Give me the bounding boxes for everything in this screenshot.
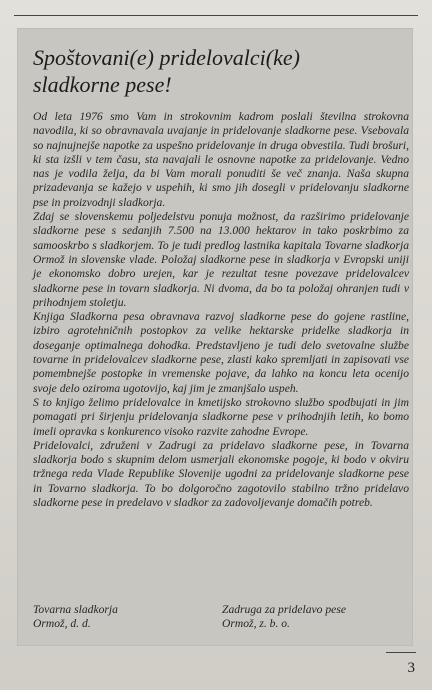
heading-line-2: sladkorne pese!	[33, 72, 172, 97]
paragraph: Pridelovalci, združeni v Zadrugi za pridelavo sladkorne pese, in Tovarna sladkorja bodo s skupnim delom usmerjali ekonomske pogoje, ki bodo v okviru tržnega reda Vlade Republike Slovenije ugodni za pridelovanje sladkorne pese in Tovarno sladkorja. To bo dolgoročno zagotovilo stabilno tržno pridelavo sladkorne pese in predelavo v sladkor za zadovoljevanje domačih potreb.	[33, 438, 409, 510]
signature-left-place: Ormož, d. d.	[33, 617, 91, 631]
signature-right-place: Ormož, z. b. o.	[222, 617, 290, 631]
paragraph: Zdaj se slovenskemu poljedelstvu ponuja možnost, da razširimo pridelovanje sladkorne pese s sedanjih 7.500 na 13.000 hektarov in tako poskrbimo za samooskrbo s sladkorjem. To je tudi predlog lastnika kapitala Tovarne sladkorja Ormož in slovenske vlade. Položaj sladkorne pese in sladkorja v Evropski uniji je ekonomsko dobro urejen, kar je rezultat tesne povezave pridelovalcev sladkorne pese in tovarn sladkorja. Ni dvoma, da bo ta položaj ohranjen tudi v prihodnjem stoletju.	[33, 210, 409, 309]
page-number: 3	[407, 660, 415, 676]
paragraph: S to knjigo želimo pridelovalce in kmetijsko strokovno službo spodbujati in jim pomagati pri širjenju pridelovanja sladkorne pese v prihodnjih letih, ko bomo imeli opravka s konkurenco visoko razvite zahodne Evrope.	[33, 395, 409, 438]
paragraph: Knjiga Sladkorna pesa obravnava razvoj sladkorne pese do gojene rastline, izbiro agrotehničnih postopkov za velike hektarske pridelke sladkorja in doseganje optimalnega dohodka. Predstavljeno je tudi delo svetovalne službe tovarne in pridelovalcev sladkorne pese, zlasti kako spremljati in zapisovati vse pomembnejše postopke in vremenske pojave, da lahko na koncu leta ocenijo svoje delo oziroma ugotovijo, kaj jim je zmanjšalo uspeh.	[33, 310, 409, 395]
letter-heading	[33, 44, 393, 98]
watermark: edisfeo	[359, 34, 412, 50]
signature-left-name: Tovarna sladkorja	[33, 603, 118, 616]
signature-right	[222, 603, 346, 632]
page-number-rule	[386, 652, 416, 653]
letter-body	[33, 110, 409, 510]
top-rule	[14, 15, 418, 16]
heading-line-1: Spoštovani(e) pridelovalci(ke)	[33, 45, 300, 70]
signature-right-name: Zadruga za pridelavo pese	[222, 603, 346, 616]
paragraph: Od leta 1976 smo Vam in strokovnim kadrom poslali številna strokovna navodila, ki so obravnavala uvajanje in pridelovanje sladkorne pese. Vsebovala so najnujnejše napotke za uspešno pridelovanje in druga obvestila. Tudi brošuri, ki sta izšli v tem času, sta navajali le osnovne napotke za pridelovanje. Vedno nas je vodila želja, da bi Vam morali ponuditi še več znanja. Naša skupna prizadevanja se kažejo v uspehih, ki smo jih dosegli v pridelovanju sladkorne pse in proizvodnji sladkorja.	[33, 110, 409, 209]
signature-left	[33, 603, 118, 632]
